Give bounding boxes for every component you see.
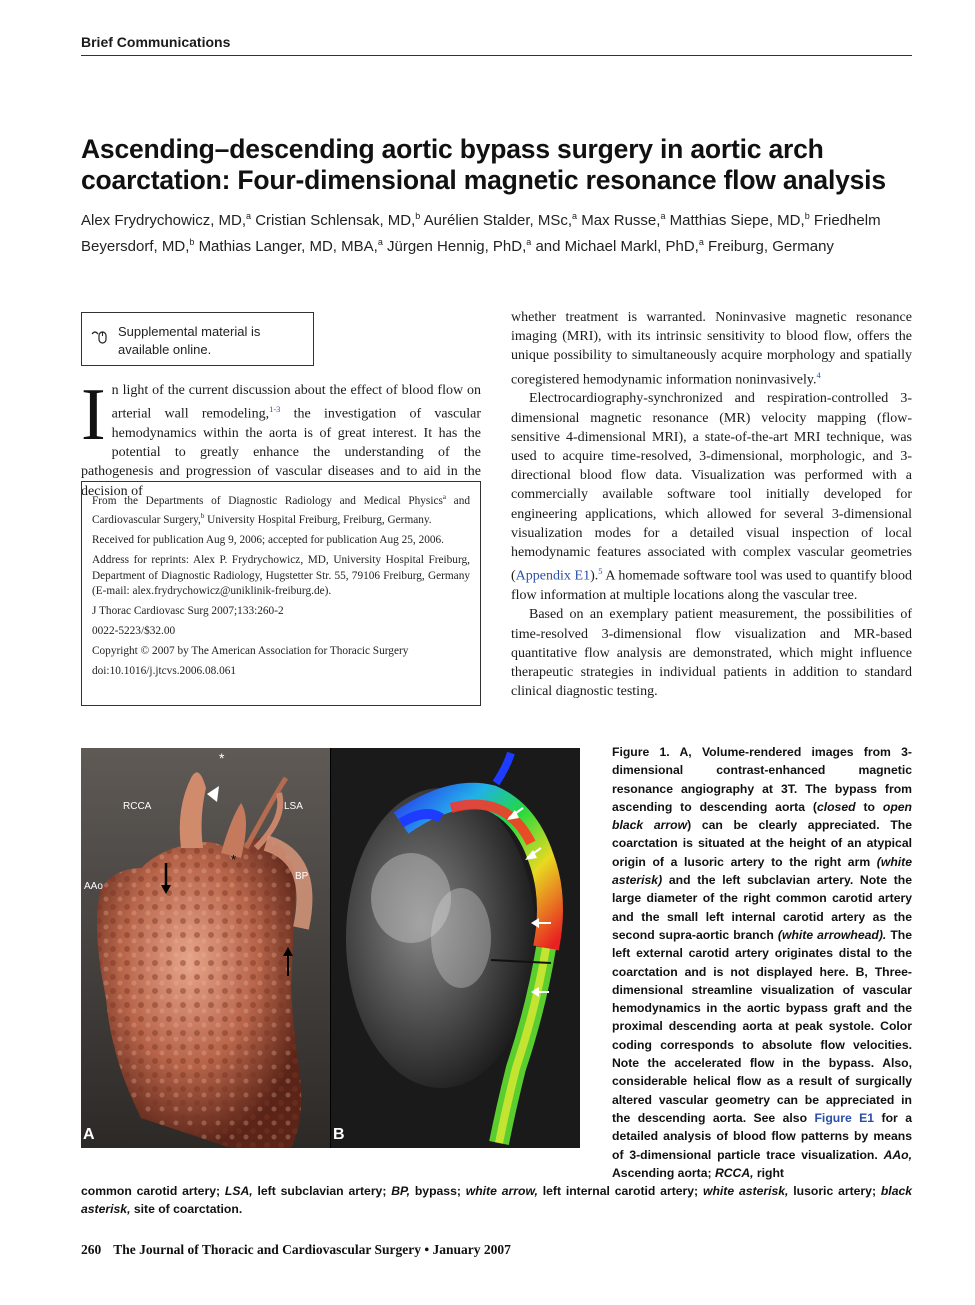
reprint-address: Address for reprints: Alex P. Frydrychowicz, MD, University Hospital Freiburg, Department of Diagnostic Radiology, Hugstetter Str. 55, 79106 Freiburg, Germany (E-mail: alex.frydrychowicz@uniklinik-freiburg.de). bbox=[92, 554, 470, 598]
intro-text-2: the investigation of vascular hemodynamics within the aorta is of great interest. It has the potential to greatly enhance the understanding of the pathogenesis and progression of vascular diseases and to aid in the decision of bbox=[81, 406, 481, 499]
paragraph: Based on an exemplary patient measurement, the possibilities of time-resolved 3-dimensional flow visualization and MR-based quantitative flow analysis are demonstrated, which might influence therapeutic strategies in individual patients in addition to standard clinical diagnostic testing. bbox=[511, 607, 912, 700]
author-name: Cristian Schlensak, MD, bbox=[255, 212, 416, 229]
reference-link[interactable]: 5 bbox=[598, 566, 603, 577]
panel-a-letter: A bbox=[83, 1126, 95, 1143]
doi: doi:10.1016/j.jtcvs.2006.08.061 bbox=[92, 665, 237, 678]
black-asterisk-label: * bbox=[231, 852, 237, 867]
figure-caption-continued: common carotid artery; LSA, left subclavian artery; BP, bypass; white arrow, left internal carotid artery; white asterisk, lusoric artery; black asterisk, site of coarctation. bbox=[81, 1184, 913, 1217]
article-title: Ascending–descending aortic bypass surgery in aortic arch coarctation: Four-dimensional magnetic resonance flow analysis bbox=[81, 134, 886, 195]
lsa-label: LSA bbox=[284, 801, 303, 812]
received-dates: Received for publication Aug 9, 2006; accepted for publication Aug 25, 2006. bbox=[92, 534, 445, 547]
figure-1 bbox=[81, 748, 580, 1148]
author-name: Matthias Siepe, MD, bbox=[669, 212, 805, 229]
white-asterisk-label: * bbox=[219, 750, 225, 766]
author-name: Friedhelm Beyersdorf, MD, bbox=[81, 212, 881, 255]
author-affiliation: b bbox=[189, 236, 195, 247]
section-label: Brief Communications bbox=[81, 34, 231, 50]
header-rule bbox=[81, 55, 912, 56]
author-name: Mathias Langer, MD, MBA, bbox=[198, 237, 378, 255]
author-affiliation: b bbox=[804, 211, 810, 221]
journal-name: The Journal of Thoracic and Cardiovascular Surgery bbox=[113, 1242, 422, 1257]
author-affiliation: a bbox=[246, 211, 252, 221]
rcca-label: RCCA bbox=[123, 801, 152, 812]
panel-b-letter: B bbox=[333, 1126, 345, 1143]
page-number: 260 bbox=[81, 1242, 102, 1257]
mouse-icon bbox=[91, 328, 109, 344]
supplemental-text: Supplemental material is available online. bbox=[118, 324, 261, 357]
author-affiliation: a bbox=[660, 211, 666, 221]
article-info-box bbox=[81, 481, 481, 706]
intro-text-1: n light of the current discussion about the effect of blood flow on arterial wall remodeling, bbox=[111, 383, 481, 422]
paragraph: Electrocardiography-synchronized and respiration-controlled 3-dimensional magnetic resonance (MR) velocity mapping (flow-sensitive 4-dimensional MRI), a state-of-the-art MRI technique, was used to acquire time-resolved, 3-dimensional, morphologic, and 3-directional blood flow data. Visualization was performed with a commercially available software tool initially developed for engineering applications, which allowed for several 3-dimensional visualization modes for a detailed visual inspection of local hemodynamic features associated with complex vascular geometries (Appendix E1).$^5$ A homemade software tool was used to quantify blood flow information at multiple locations along the vascular tree. bbox=[511, 391, 913, 604]
figure-panel-a bbox=[81, 748, 330, 1148]
reference-link[interactable]: 4 bbox=[816, 369, 821, 380]
author-name: Alex Frydrychowicz, MD, bbox=[81, 212, 247, 229]
appendix-link[interactable]: Appendix E1 bbox=[515, 568, 591, 584]
affiliations: From the Departments of Diagnostic Radiology and Medical Physics$^a$ and Cardiovascular Surgery,$^b$ University Hospital Freiburg, Freiburg, Germany. bbox=[92, 493, 470, 527]
author-affiliation: a bbox=[526, 236, 532, 247]
page-footer: 260 The Journal of Thoracic and Cardiovascular Surgery • January 2007 bbox=[81, 1242, 511, 1257]
author-location: Freiburg, Germany bbox=[708, 237, 834, 255]
author-name: Max Russe, bbox=[581, 212, 661, 229]
author-list bbox=[81, 206, 921, 257]
author-name: and Michael Markl, PhD, bbox=[535, 237, 699, 255]
drop-cap: I bbox=[81, 374, 106, 456]
reference-link[interactable]: 1-3 bbox=[269, 404, 281, 415]
author-affiliation: a bbox=[377, 236, 383, 247]
figure-panel-b bbox=[331, 748, 580, 1148]
figure-caption: Figure 1. A, Volume-rendered images from 3-dimensional contrast-enhanced magnetic resonance angiography at 3T. The bypass from ascending to descending aorta (closed to open black arrow) can be clearly appreciated. The coarctation is situated at the height of an atypical origin of a lusoric artery to the right arm (white asterisk) and the left subclavian artery. Note the large diameter of the right common carotid artery and the small left internal carotid artery as the second supra-aortic branch (white arrowhead). The left external carotid artery originates distal to the coarctation and is not displayed here. B, Three-dimensional streamline visualization of vascular hemodynamics in the aortic bypass graft and the proximal descending aorta at peak systole. Color coding corresponds to absolute flow velocities. Note the accelerated flow in the bypass. Also, considerable helical flow as a result of surgically altered vascular geometry can be appreciated in the descending aorta. See also Figure E1 for a detailed analysis of blood flow patterns by means of 3-dimensional particle trace visualization. AAo, Ascending aorta; RCCA, right bbox=[612, 745, 912, 1180]
author-affiliation: a bbox=[698, 236, 704, 247]
bp-label: BP bbox=[295, 871, 309, 882]
right-column-text bbox=[511, 308, 912, 701]
author-name: Aurélien Stalder, MSc, bbox=[423, 212, 573, 229]
author-name: Jürgen Hennig, PhD, bbox=[387, 237, 527, 255]
aao-label: AAo bbox=[84, 881, 103, 892]
journal-citation: J Thorac Cardiovasc Surg 2007;133:260-2 bbox=[92, 605, 284, 618]
figure-e1-link[interactable]: Figure E1 bbox=[814, 1110, 875, 1125]
supplemental-box[interactable] bbox=[81, 312, 314, 366]
paragraph: whether treatment is warranted. Noninvasive magnetic resonance imaging (MRI), with its intrinsic sensitivity to blood flow, offers the unique possibility to simultaneously acquire morphology and spatially coregistered hemodynamic information noninvasively.$^4$ bbox=[511, 310, 912, 388]
author-affiliation: a bbox=[572, 211, 578, 221]
streamline-visualization bbox=[331, 748, 580, 1148]
issn: 0022-5223/$32.00 bbox=[92, 625, 176, 638]
issue-date: January 2007 bbox=[432, 1242, 511, 1257]
author-affiliation: b bbox=[415, 211, 421, 221]
copyright: Copyright © 2007 by The American Association for Thoracic Surgery bbox=[92, 645, 409, 658]
